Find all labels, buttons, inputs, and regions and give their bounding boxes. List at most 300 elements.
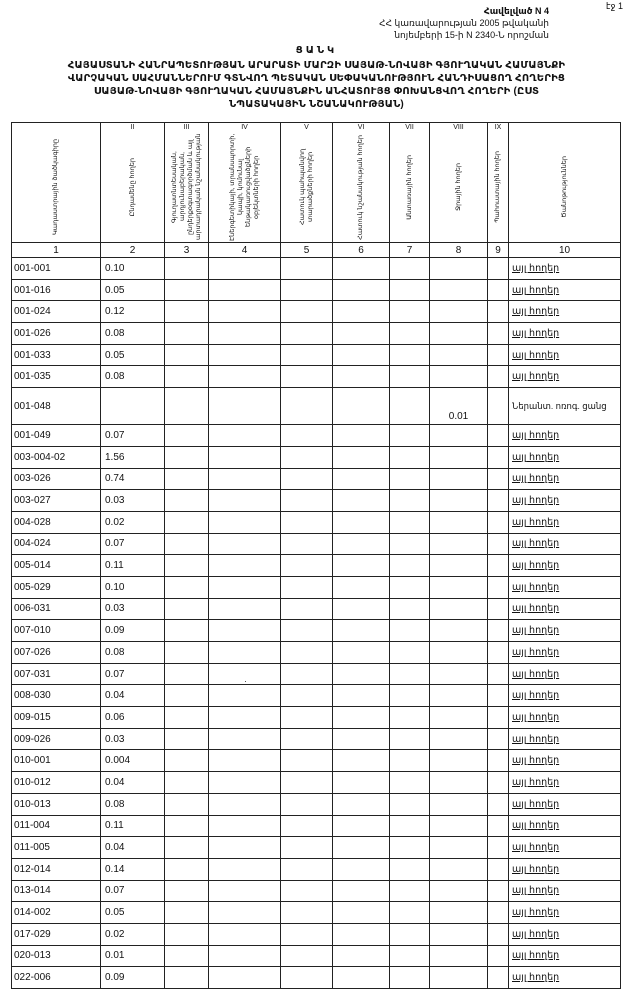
empty-cell <box>165 446 209 468</box>
empty-cell <box>488 902 509 924</box>
table-row <box>12 880 621 902</box>
empty-cell <box>165 323 209 345</box>
total-area-cell: 0.08 <box>101 366 165 388</box>
empty-cell <box>488 533 509 555</box>
notes-cell: այլ հողեր <box>509 425 621 447</box>
water-land-cell <box>430 685 488 707</box>
land-table <box>11 122 621 989</box>
total-area-cell <box>101 388 165 425</box>
water-land-cell <box>430 468 488 490</box>
table-row <box>12 967 621 989</box>
empty-cell <box>488 923 509 945</box>
title-line-3: ՎԱՐՉԱԿԱՆ ՍԱՀՄԱՆՆԵՐՈՒՄ ԳՏՆՎՈՂ ՊԵՏԱԿԱՆ ՍԵՓԱԿԱՆՈՒԹՅՈՒՆ ՀԱՆԴԻՍԱՑՈՂ ՀՈՂԵՐԻՑ <box>67 73 566 84</box>
total-area-cell: 0.03 <box>101 490 165 512</box>
water-land-cell <box>430 598 488 620</box>
empty-cell <box>165 685 209 707</box>
empty-cell <box>333 772 390 794</box>
col-number: 3 <box>165 243 209 258</box>
notes-cell: այլ հողեր <box>509 750 621 772</box>
cadastral-code-cell: 010-013 <box>12 793 101 815</box>
table-row <box>12 279 621 301</box>
empty-cell <box>165 598 209 620</box>
empty-cell <box>281 468 333 490</box>
cadastral-code-cell: 007-010 <box>12 620 101 642</box>
notes-cell: այլ հողեր <box>509 945 621 967</box>
empty-cell <box>333 858 390 880</box>
notes-cell: այլ հողեր <box>509 301 621 323</box>
empty-cell <box>165 555 209 577</box>
table-body <box>12 258 621 989</box>
empty-cell <box>209 425 281 447</box>
total-area-cell: 0.03 <box>101 598 165 620</box>
empty-cell <box>488 663 509 685</box>
empty-cell <box>209 728 281 750</box>
empty-cell <box>390 533 430 555</box>
empty-cell <box>209 837 281 859</box>
roman-5: V <box>281 123 333 133</box>
empty-cell <box>209 366 281 388</box>
col-number: 9 <box>488 243 509 258</box>
empty-cell <box>333 468 390 490</box>
table-row <box>12 707 621 729</box>
notes-cell: այլ հողեր <box>509 555 621 577</box>
table-row <box>12 945 621 967</box>
total-area-cell: 0.04 <box>101 685 165 707</box>
empty-cell <box>165 344 209 366</box>
empty-cell <box>390 967 430 989</box>
empty-cell <box>209 772 281 794</box>
cadastral-code-cell: 005-029 <box>12 576 101 598</box>
empty-cell <box>488 576 509 598</box>
empty-cell <box>165 642 209 664</box>
empty-cell <box>209 279 281 301</box>
cadastral-code-cell: 001-049 <box>12 425 101 447</box>
header-water-land: Ջրային հողեր <box>430 132 488 243</box>
empty-cell <box>209 902 281 924</box>
notes-cell: այլ հողեր <box>509 793 621 815</box>
empty-cell <box>165 490 209 512</box>
water-land-cell <box>430 923 488 945</box>
empty-cell <box>488 750 509 772</box>
title-line-1: ՑԱՆԿ <box>295 45 338 56</box>
water-land-cell <box>430 323 488 345</box>
header-industrial-land: Գյուղատնտեսական, արդյունաբերական, ընդերքօգտագործման և այլ արտադրական նշանակության <box>165 132 209 243</box>
table-row <box>12 815 621 837</box>
empty-cell <box>333 388 390 425</box>
annex-reference <box>379 5 549 41</box>
empty-cell <box>333 344 390 366</box>
notes-cell: այլ հողեր <box>509 598 621 620</box>
notes-cell: այլ հողեր <box>509 923 621 945</box>
empty-cell <box>281 490 333 512</box>
empty-cell <box>209 344 281 366</box>
empty-cell <box>390 490 430 512</box>
cadastral-code-cell: 001-035 <box>12 366 101 388</box>
notes-cell: այլ հողեր <box>509 663 621 685</box>
column-header-row <box>12 132 621 243</box>
empty-cell <box>390 323 430 345</box>
table-row <box>12 772 621 794</box>
empty-cell <box>165 663 209 685</box>
empty-cell <box>333 793 390 815</box>
cadastral-code-cell: 003-004-02 <box>12 446 101 468</box>
water-land-cell <box>430 707 488 729</box>
roman-7: VII <box>390 123 430 133</box>
total-area-cell: 0.08 <box>101 323 165 345</box>
header-protected-land: Հատուկ պահպանվող տարածքների հողեր <box>281 132 333 243</box>
empty-cell <box>488 837 509 859</box>
empty-cell <box>333 555 390 577</box>
empty-cell <box>488 598 509 620</box>
table-row <box>12 837 621 859</box>
empty-cell <box>390 728 430 750</box>
col-number: 7 <box>390 243 430 258</box>
annex-line-1: Հավելված N 4 <box>483 6 549 16</box>
empty-cell <box>390 902 430 924</box>
roman-9: IX <box>488 123 509 133</box>
empty-cell <box>281 388 333 425</box>
header-cadastral-code: Կադաստրային ծածկագիրը <box>12 132 101 243</box>
cadastral-code-cell: 020-013 <box>12 945 101 967</box>
empty-cell <box>390 685 430 707</box>
empty-cell <box>281 576 333 598</box>
empty-cell <box>209 967 281 989</box>
empty-cell <box>488 858 509 880</box>
table-row <box>12 344 621 366</box>
table-row <box>12 366 621 388</box>
cadastral-code-cell: 011-005 <box>12 837 101 859</box>
empty-cell <box>209 533 281 555</box>
empty-cell <box>209 707 281 729</box>
total-area-cell: 0.07 <box>101 425 165 447</box>
empty-cell <box>390 555 430 577</box>
notes-cell: այլ հողեր <box>509 620 621 642</box>
empty-cell <box>390 598 430 620</box>
empty-cell <box>209 923 281 945</box>
total-area-cell: 0.08 <box>101 793 165 815</box>
table-row <box>12 750 621 772</box>
empty-cell <box>281 750 333 772</box>
water-land-cell <box>430 837 488 859</box>
scan-speck: · <box>244 676 247 686</box>
roman-8: VIII <box>430 123 488 133</box>
empty-cell <box>281 323 333 345</box>
cadastral-code-cell: 009-015 <box>12 707 101 729</box>
empty-cell <box>281 707 333 729</box>
empty-cell <box>165 728 209 750</box>
empty-cell <box>281 620 333 642</box>
empty-cell <box>281 837 333 859</box>
empty-cell <box>165 967 209 989</box>
empty-cell <box>333 837 390 859</box>
water-land-cell <box>430 902 488 924</box>
header-infrastructure-land: Էներգետիկայի, տրանսպորտի, կապի, կոմունալ ենթակառուցվածքների օբյեկտների հողեր <box>209 132 281 243</box>
total-area-cell: 0.01 <box>101 945 165 967</box>
empty-cell <box>390 425 430 447</box>
total-area-cell: 0.05 <box>101 344 165 366</box>
empty-cell <box>390 620 430 642</box>
roman-3: III <box>165 123 209 133</box>
empty-cell <box>488 945 509 967</box>
empty-cell <box>165 858 209 880</box>
header-reserve-land: Պահուստային հողեր <box>488 132 509 243</box>
cadastral-code-cell: 001-016 <box>12 279 101 301</box>
empty-cell <box>165 707 209 729</box>
empty-cell <box>333 366 390 388</box>
water-land-cell <box>430 750 488 772</box>
empty-cell <box>333 598 390 620</box>
empty-cell <box>333 815 390 837</box>
empty-cell <box>281 446 333 468</box>
water-land-cell <box>430 511 488 533</box>
table-row <box>12 576 621 598</box>
empty-cell <box>390 258 430 280</box>
empty-cell <box>488 258 509 280</box>
roman-6: VI <box>333 123 390 133</box>
empty-cell <box>390 642 430 664</box>
total-area-cell: 0.14 <box>101 858 165 880</box>
empty-cell <box>488 642 509 664</box>
empty-cell <box>488 880 509 902</box>
empty-cell <box>488 279 509 301</box>
empty-cell <box>488 815 509 837</box>
empty-cell <box>488 707 509 729</box>
roman-2: II <box>101 123 165 133</box>
empty-cell <box>281 366 333 388</box>
notes-cell: այլ հողեր <box>509 576 621 598</box>
notes-cell: այլ հողեր <box>509 366 621 388</box>
cadastral-code-cell: 001-026 <box>12 323 101 345</box>
empty-cell <box>488 555 509 577</box>
empty-cell <box>281 642 333 664</box>
empty-cell <box>390 301 430 323</box>
cadastral-code-cell: 004-028 <box>12 511 101 533</box>
water-land-cell: 0.01 <box>430 388 488 425</box>
empty-cell <box>390 880 430 902</box>
cadastral-code-cell: 022-006 <box>12 967 101 989</box>
notes-cell: այլ հողեր <box>509 837 621 859</box>
total-area-cell: 0.09 <box>101 967 165 989</box>
empty-cell <box>209 793 281 815</box>
table-row <box>12 598 621 620</box>
empty-cell <box>390 923 430 945</box>
empty-cell <box>333 258 390 280</box>
title-line-4: ՍԱՅԱԹ-ՆՈՎԱՅԻ ԳՅՈՒՂԱԿԱՆ ՀԱՄԱՅՆՔԻՆ ԱՆՀԱՏՈՒՅՑ ՓՈԽԱՆՑՎՈՂ ՀՈՂԵՐԻ (ԸՍՏ <box>93 86 540 97</box>
cadastral-code-cell: 011-004 <box>12 815 101 837</box>
empty-cell <box>209 388 281 425</box>
notes-cell: այլ հողեր <box>509 533 621 555</box>
table-row <box>12 425 621 447</box>
empty-cell <box>281 663 333 685</box>
table-row <box>12 511 621 533</box>
empty-cell <box>390 945 430 967</box>
water-land-cell <box>430 642 488 664</box>
empty-cell <box>333 279 390 301</box>
roman-4: IV <box>209 123 281 133</box>
roman-10 <box>509 123 621 133</box>
cadastral-code-cell: 007-026 <box>12 642 101 664</box>
empty-cell <box>488 366 509 388</box>
empty-cell <box>281 902 333 924</box>
notes-cell: այլ հողեր <box>509 446 621 468</box>
cadastral-code-cell: 001-048 <box>12 388 101 425</box>
empty-cell <box>281 425 333 447</box>
cadastral-code-cell: 005-014 <box>12 555 101 577</box>
empty-cell <box>165 880 209 902</box>
notes-cell: Ներանտ. ոռոգ. ցանց <box>509 388 621 425</box>
empty-cell <box>488 301 509 323</box>
water-land-cell <box>430 576 488 598</box>
empty-cell <box>390 279 430 301</box>
empty-cell <box>281 258 333 280</box>
notes-cell: այլ հողեր <box>509 344 621 366</box>
empty-cell <box>488 793 509 815</box>
empty-cell <box>281 858 333 880</box>
empty-cell <box>165 533 209 555</box>
notes-cell: այլ հողեր <box>509 772 621 794</box>
empty-cell <box>333 685 390 707</box>
empty-cell <box>281 945 333 967</box>
cadastral-code-cell: 017-029 <box>12 923 101 945</box>
empty-cell <box>281 793 333 815</box>
empty-cell <box>165 793 209 815</box>
empty-cell <box>165 772 209 794</box>
empty-cell <box>390 511 430 533</box>
roman-header-row <box>12 123 621 133</box>
table-row <box>12 468 621 490</box>
empty-cell <box>333 642 390 664</box>
empty-cell <box>165 576 209 598</box>
notes-cell: այլ հողեր <box>509 880 621 902</box>
notes-cell: այլ հողեր <box>509 642 621 664</box>
table-row <box>12 642 621 664</box>
col-number: 10 <box>509 243 621 258</box>
water-land-cell <box>430 945 488 967</box>
cadastral-code-cell: 010-012 <box>12 772 101 794</box>
empty-cell <box>165 468 209 490</box>
empty-cell <box>333 880 390 902</box>
empty-cell <box>165 923 209 945</box>
empty-cell <box>165 620 209 642</box>
empty-cell <box>209 490 281 512</box>
total-area-cell: 0.02 <box>101 511 165 533</box>
water-land-cell <box>430 446 488 468</box>
empty-cell <box>333 728 390 750</box>
empty-cell <box>333 663 390 685</box>
col-number: 6 <box>333 243 390 258</box>
total-area-cell: 0.03 <box>101 728 165 750</box>
col-number: 1 <box>12 243 101 258</box>
empty-cell <box>390 388 430 425</box>
empty-cell <box>390 837 430 859</box>
cadastral-code-cell: 013-014 <box>12 880 101 902</box>
table-row <box>12 323 621 345</box>
empty-cell <box>165 837 209 859</box>
roman-1 <box>12 123 101 133</box>
empty-cell <box>488 772 509 794</box>
water-land-cell <box>430 258 488 280</box>
table-row <box>12 555 621 577</box>
empty-cell <box>281 533 333 555</box>
notes-cell: այլ հողեր <box>509 728 621 750</box>
total-area-cell: 0.07 <box>101 533 165 555</box>
water-land-cell <box>430 663 488 685</box>
empty-cell <box>281 815 333 837</box>
col-number: 8 <box>430 243 488 258</box>
empty-cell <box>333 446 390 468</box>
notes-cell: այլ հողեր <box>509 468 621 490</box>
empty-cell <box>165 815 209 837</box>
empty-cell <box>488 388 509 425</box>
empty-cell <box>209 642 281 664</box>
table-row <box>12 858 621 880</box>
page-marker: էջ 1 <box>605 1 623 11</box>
notes-cell: այլ հողեր <box>509 858 621 880</box>
water-land-cell <box>430 858 488 880</box>
col-number: 5 <box>281 243 333 258</box>
empty-cell <box>165 279 209 301</box>
water-land-cell <box>430 366 488 388</box>
total-area-cell: 0.06 <box>101 707 165 729</box>
table-row <box>12 728 621 750</box>
empty-cell <box>488 967 509 989</box>
empty-cell <box>281 728 333 750</box>
water-land-cell <box>430 728 488 750</box>
empty-cell <box>390 793 430 815</box>
cadastral-code-cell: 007-031 <box>12 663 101 685</box>
table-row <box>12 620 621 642</box>
empty-cell <box>281 511 333 533</box>
water-land-cell <box>430 490 488 512</box>
notes-cell: այլ հողեր <box>509 490 621 512</box>
empty-cell <box>390 772 430 794</box>
total-area-cell: 0.11 <box>101 555 165 577</box>
empty-cell <box>281 344 333 366</box>
total-area-cell: 0.08 <box>101 642 165 664</box>
total-area-cell: 0.004 <box>101 750 165 772</box>
empty-cell <box>390 366 430 388</box>
empty-cell <box>333 511 390 533</box>
empty-cell <box>281 598 333 620</box>
empty-cell <box>165 902 209 924</box>
water-land-cell <box>430 793 488 815</box>
cadastral-code-cell: 012-014 <box>12 858 101 880</box>
empty-cell <box>488 685 509 707</box>
empty-cell <box>333 945 390 967</box>
empty-cell <box>209 858 281 880</box>
empty-cell <box>209 446 281 468</box>
empty-cell <box>165 388 209 425</box>
empty-cell <box>209 945 281 967</box>
empty-cell <box>333 923 390 945</box>
table-row <box>12 663 621 685</box>
empty-cell <box>390 468 430 490</box>
empty-cell <box>209 323 281 345</box>
table-row <box>12 533 621 555</box>
water-land-cell <box>430 301 488 323</box>
total-area-cell: 1.56 <box>101 446 165 468</box>
empty-cell <box>488 446 509 468</box>
table-row <box>12 301 621 323</box>
cadastral-code-cell: 010-001 <box>12 750 101 772</box>
cadastral-code-cell: 004-024 <box>12 533 101 555</box>
water-land-cell <box>430 772 488 794</box>
empty-cell <box>281 555 333 577</box>
table-row <box>12 923 621 945</box>
empty-cell <box>488 323 509 345</box>
cadastral-code-cell: 001-033 <box>12 344 101 366</box>
empty-cell <box>165 425 209 447</box>
